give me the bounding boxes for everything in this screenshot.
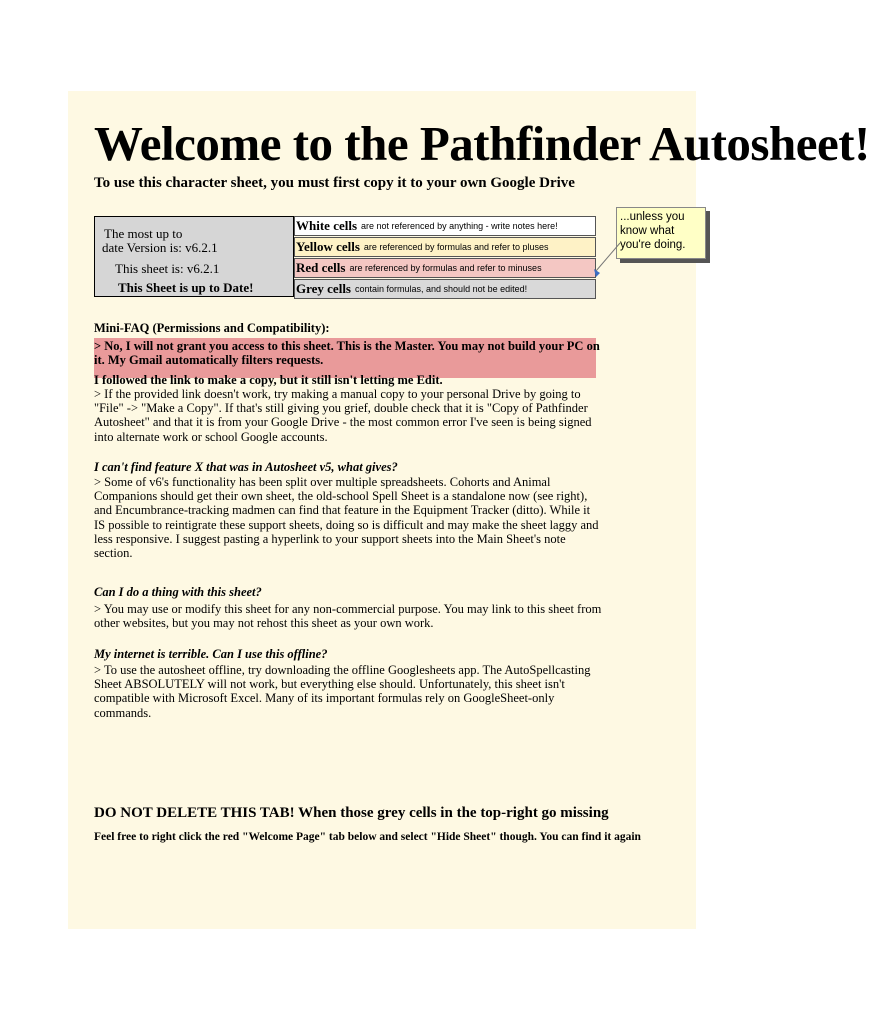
version-line-1: The most up to xyxy=(104,226,183,241)
faq-answer-2: > Some of v6's functionality has been split over multiple spreadsheets. Cohorts and Animal Companions should get their own sheet, the old-school Spell Sheet is a standalone now (see right), and Encumbrance-tracking madmen can find that feature in the Equipment Tracker (ditto). While it IS possible to reintigrate these support sheets, doing so is difficult and may make the sheet laggy and less responsive. I suggest pasting a hyperlink to your support sheets into the Main Sheet's note section. xyxy=(94,475,599,561)
faq-answer-4: > To use the autosheet offline, try downloading the offline Googlesheets app. The AutoSpellcasting Sheet ABSOLUTELY will not work, but everything else should. Unfortunately, this sheet isn't compatible with Microsoft Excel. Many of its important formulas rely on GoogleSheet-only commands. xyxy=(94,663,591,720)
faq-heading: Mini-FAQ (Permissions and Compatibility): xyxy=(94,321,330,335)
legend-red-desc: are referenced by formulas and refer to minuses xyxy=(349,263,542,273)
version-line-2: date Version is: v6.2.1 xyxy=(102,240,218,255)
cell-color-legend xyxy=(294,216,596,300)
warning-text: DO NOT DELETE THIS TAB! When those grey cells in the top-right go missing xyxy=(94,805,609,821)
legend-yellow xyxy=(294,237,596,257)
legend-grey-label: Grey cells xyxy=(296,281,351,296)
faq-question-4: My internet is terrible. Can I use this offline? xyxy=(94,647,328,661)
legend-yellow-label: Yellow cells xyxy=(296,239,360,254)
legend-white-desc: are not referenced by anything - write notes here! xyxy=(361,221,558,231)
cell-note[interactable]: ...unless you know what you're doing. xyxy=(616,207,706,259)
faq-question-1: I followed the link to make a copy, but it still isn't letting me Edit. xyxy=(94,373,443,387)
legend-yellow-desc: are referenced by formulas and refer to pluses xyxy=(363,242,549,252)
faq-question-3: Can I do a thing with this sheet? xyxy=(94,585,262,599)
legend-grey xyxy=(294,279,596,299)
spreadsheet-page xyxy=(68,91,870,929)
faq-highlight: > No, I will not grant you access to this sheet. This is the Master. You may not build your PC on it. My Gmail automatically filters requests. xyxy=(94,339,600,368)
page-title: Welcome to the Pathfinder Autosheet! xyxy=(94,116,870,171)
note-pointer xyxy=(594,241,624,281)
faq-answer-3: > You may use or modify this sheet for any non-commercial purpose. You may link to this sheet from other websites, but you may not rehost this sheet as your own work. xyxy=(94,602,602,631)
page-subtitle: To use this character sheet, you must first copy it to your own Google Drive xyxy=(94,175,575,191)
legend-red-label: Red cells xyxy=(296,260,346,275)
version-box xyxy=(94,216,294,297)
faq-question-2: I can't find feature X that was in Autosheet v5, what gives? xyxy=(94,460,398,474)
legend-grey-desc: contain formulas, and should not be edited! xyxy=(355,284,528,294)
legend-white xyxy=(294,216,596,236)
legend-white-label: White cells xyxy=(296,218,358,233)
legend-red xyxy=(294,258,596,278)
footer-text: Feel free to right click the red "Welcome Page" tab below and select "Hide Sheet" though. You can find it again xyxy=(94,831,641,843)
update-status: This Sheet is up to Date! xyxy=(118,280,254,295)
faq-answer-1: > If the provided link doesn't work, try making a manual copy to your personal Drive by going to "File" -> "Make a Copy". If that's still giving you grief, double check that it is "Copy of Pathfinder Autosheet" and that it is from your Google Drive - the most common error I've seen is being signed into alternate work or school Google accounts. xyxy=(94,387,592,444)
current-version: This sheet is: v6.2.1 xyxy=(115,261,220,276)
